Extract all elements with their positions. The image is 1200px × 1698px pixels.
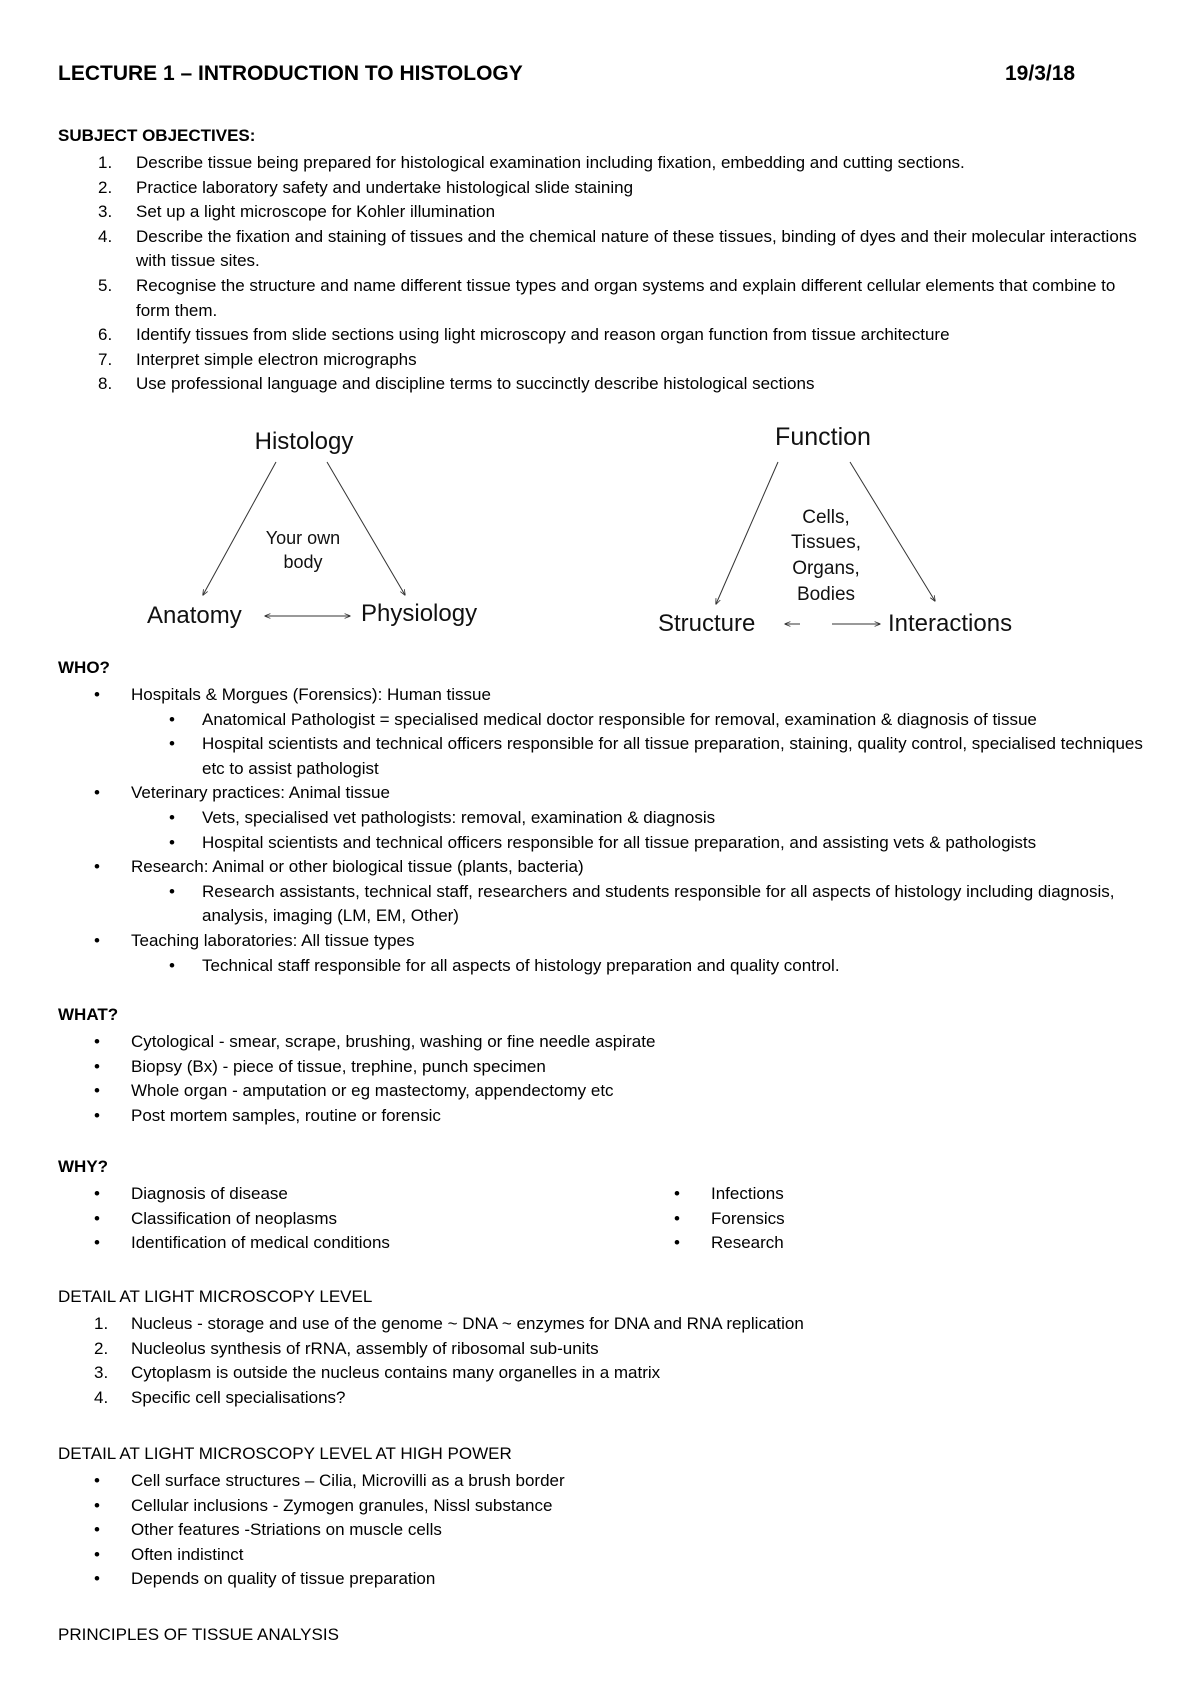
diagram-histology-label: Histology [254,428,354,455]
list-item: • Anatomical Pathologist = specialised medical doctor responsible for removal, examination & diagnosis of tissue [131,708,1148,733]
detail-lm-section [58,1312,1148,1410]
list-item: • Other features -Striations on muscle cells [58,1518,1148,1543]
list-item: • Hospitals & Morgues (Forensics): Human tissue • Anatomical Pathologist = specialised medical doctor responsible for removal, examination & diagnosis of tissue • Hospital scientists and technical officers responsible for all tissue preparation, staining, quality control, specialised techniques etc to assist pathologist [58,683,1148,781]
lecture-date: 19/3/18 [1005,62,1076,85]
list-item: 1. Nucleus - storage and use of the genome ~ DNA ~ enzymes for DNA and RNA replication [94,1314,804,1333]
diagram-center-line1: Your own [265,528,341,548]
why-right-column [638,1182,1038,1256]
principles-heading: PRINCIPLES OF TISSUE ANALYSIS [58,1625,339,1644]
list-item: 6. Identify tissues from slide sections using light microscopy and reason organ function from tissue architecture [98,325,950,345]
diagram-bodies-label: Bodies [796,584,856,605]
list-item: • Infections [638,1182,1038,1207]
list-item: • Depends on quality of tissue preparation [58,1567,1148,1592]
diagram-structure-label: Structure [658,610,756,637]
list-item: • Vets, specialised vet pathologists: removal, examination & diagnosis [131,806,1148,831]
why-heading: WHY? [58,1157,109,1176]
list-item: • Cytological - smear, scrape, brushing, washing or fine needle aspirate [58,1030,1148,1055]
list-item: • Technical staff responsible for all aspects of histology preparation and quality control. [131,954,1148,979]
diagram-organs-label: Organs, [792,558,860,579]
list-item: 2. Nucleolus synthesis of rRNA, assembly of ribosomal sub-units [94,1338,599,1358]
list-item: 3. Set up a light microscope for Kohler illumination [98,202,496,222]
diagram-anatomy-label: Anatomy [147,602,242,629]
diagram-cells-label: Cells, [802,507,850,528]
why-left-column [58,1182,618,1256]
list-item: 4. Describe the fixation and staining of tissues and the chemical nature of these tissues, binding of dyes and their molecular interactions with tissue sites. [98,226,1137,271]
detail-hp-heading: DETAIL AT LIGHT MICROSCOPY LEVEL AT HIGH POWER [58,1444,512,1463]
list-item: • Identification of medical conditions [58,1231,618,1256]
list-item: • Research assistants, technical staff, researchers and students responsible for all aspects of histology including diagnosis, analysis, imaging (LM, EM, Other) [131,880,1148,929]
what-heading: WHAT? [58,1005,119,1024]
list-item: 5. Recognise the structure and name different tissue types and organ systems and explain different cellular elements that combine to form them. [98,275,1116,320]
list-item: • Hospital scientists and technical officers responsible for all tissue preparation, staining, quality control, specialised techniques etc to assist pathologist [131,732,1148,781]
list-item: • Teaching laboratories: All tissue types • Technical staff responsible for all aspects of histology preparation and quality control. [58,929,1148,978]
list-item: • Post mortem samples, routine or forensic [58,1104,1148,1129]
list-item: 2. Practice laboratory safety and undertake histological slide staining [98,177,634,197]
list-item: 1. Describe tissue being prepared for histological examination including fixation, embedding and cutting sections. [98,153,965,172]
list-item: 8. Use professional language and discipline terms to succinctly describe histological sections [98,374,815,394]
page-title: LECTURE 1 – INTRODUCTION TO HISTOLOGY [58,62,523,85]
list-item: • Hospital scientists and technical officers responsible for all tissue preparation, and assisting vets & pathologists [131,831,1148,856]
who-section [58,683,1148,978]
list-item: 4. Specific cell specialisations? [94,1387,346,1407]
list-item: • Veterinary practices: Animal tissue • Vets, specialised vet pathologists: removal, examination & diagnosis • Hospital scientists and technical officers responsible for all tissue preparation, and assisting vets & pathologists [58,781,1148,855]
list-item: • Often indistinct [58,1543,1148,1568]
histology-diagrams [0,420,1200,650]
list-item: • Classification of neoplasms [58,1207,618,1232]
diagram-physiology-label: Physiology [361,600,478,627]
arrow-function-interactions [850,462,935,601]
objectives-heading: SUBJECT OBJECTIVES: [58,126,256,145]
list-item: • Cellular inclusions - Zymogen granules, Nissl substance [58,1494,1148,1519]
list-item: • Diagnosis of disease [58,1182,618,1207]
list-item: 7. Interpret simple electron micrographs [98,349,417,369]
what-section [58,1030,1148,1128]
list-item: 3. Cytoplasm is outside the nucleus contains many organelles in a matrix [94,1363,661,1383]
arrow-function-structure [716,462,778,604]
list-item: • Cell surface structures – Cilia, Microvilli as a brush border [58,1469,1148,1494]
list-item: • Research: Animal or other biological tissue (plants, bacteria) • Research assistants, technical staff, researchers and students responsible for all aspects of histology including diagnosis, analysis, imaging (LM, EM, Other) [58,855,1148,929]
list-item: • Biopsy (Bx) - piece of tissue, trephine, punch specimen [58,1055,1148,1080]
list-item: • Research [638,1231,1038,1256]
diagram-tissues-label: Tissues, [790,532,862,553]
detail-lm-heading: DETAIL AT LIGHT MICROSCOPY LEVEL [58,1287,373,1306]
diagram-interactions-label: Interactions [888,610,1013,637]
detail-hp-section [58,1469,1148,1592]
diagram-function-label: Function [775,423,871,451]
list-item: • Whole organ - amputation or eg mastectomy, appendectomy etc [58,1079,1148,1104]
who-heading: WHO? [58,658,110,677]
diagram-center-line2: body [283,552,323,572]
list-item: • Forensics [638,1207,1038,1232]
objectives-list [58,151,1138,397]
